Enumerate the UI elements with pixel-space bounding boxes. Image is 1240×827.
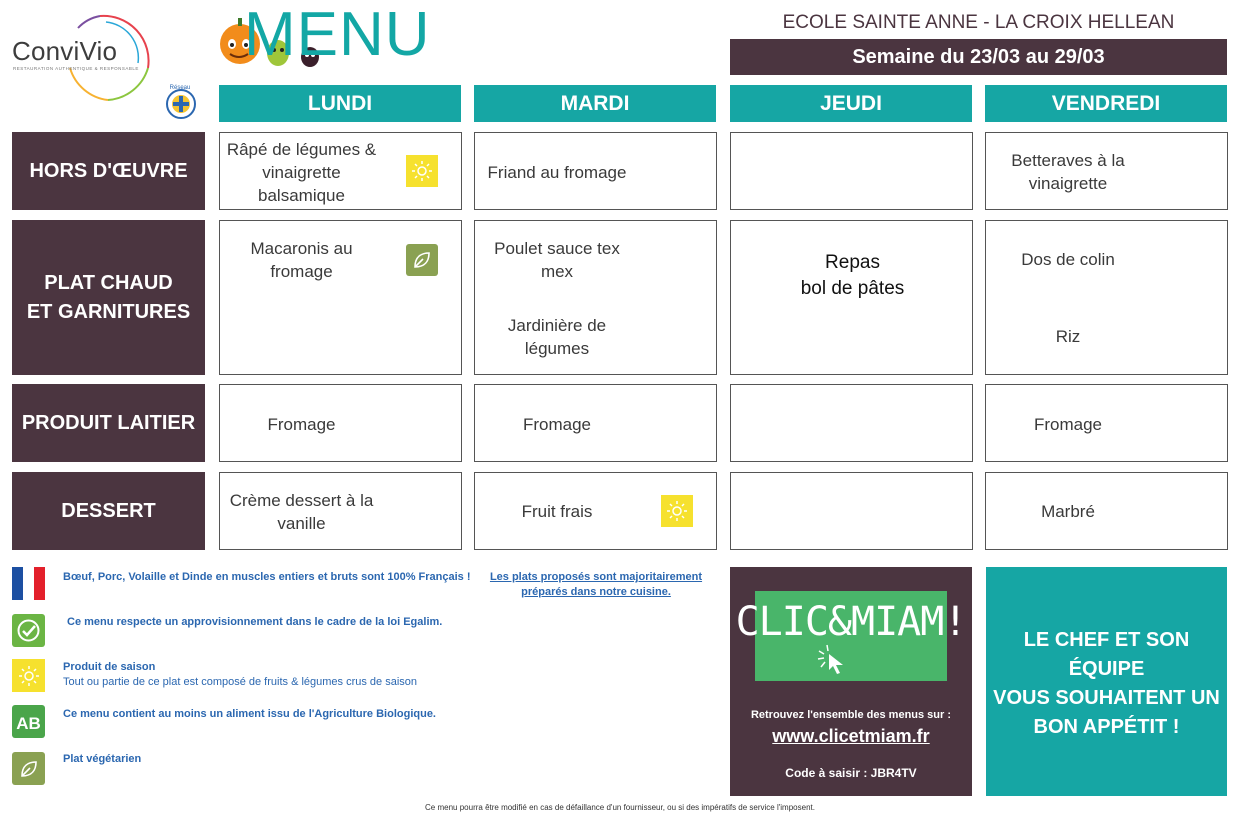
dish-text: Marbré bbox=[1041, 502, 1095, 521]
brand-tagline: RESTAURATION AUTHENTIQUE & RESPONSABLE bbox=[13, 66, 139, 71]
dish-line: légumes bbox=[524, 339, 590, 358]
dish-text: Fruit frais bbox=[521, 502, 593, 521]
legend-saison-desc: Tout ou partie de ce plat est composé de fruits & légumes crus de saison bbox=[63, 676, 418, 688]
legend-bio: Ce menu contient au moins un aliment issu de l'Agriculture Biologique. bbox=[63, 708, 436, 720]
legend-france: Bœuf, Porc, Volaille et Dinde en muscles entiers et bruts sont 100% Français ! bbox=[63, 571, 471, 583]
reseau-label: Réseau bbox=[169, 85, 191, 91]
clic-url-link[interactable]: www.clicetmiam.fr bbox=[772, 726, 930, 746]
reseau-badge bbox=[160, 82, 200, 120]
row-label-plat-chaud bbox=[12, 220, 205, 375]
seasonal-sun-icon bbox=[661, 495, 693, 527]
menu-title: MENU bbox=[244, 0, 431, 69]
school-name: ECOLE SAINTE ANNE - LA CROIX HELLEAN bbox=[782, 12, 1175, 33]
footer-disclaimer: Ce menu pourra être modifié en cas de défaillance d'un fournisseur, ou si des impératifs de service l'imposent. bbox=[425, 803, 815, 812]
kitchen-note-line1: Les plats proposés sont majoritairement bbox=[489, 571, 703, 583]
row-label-hors-doeuvre: HORS D'ŒUVRE bbox=[12, 132, 205, 210]
row-label-dessert: DESSERT bbox=[12, 472, 205, 550]
vegetarian-leaf-icon bbox=[406, 244, 438, 276]
dish-line: vinaigrette bbox=[1028, 174, 1108, 193]
dish-line: balsamique bbox=[258, 186, 345, 205]
cell-laitier-vendredi bbox=[985, 384, 1228, 462]
row-label-plat-line1: PLAT CHAUD bbox=[44, 271, 173, 294]
dish-line: Jardinière de bbox=[507, 316, 607, 335]
organic-ab-label: AB bbox=[16, 714, 41, 733]
dish-text bbox=[731, 250, 974, 302]
dish-line: mex bbox=[540, 262, 574, 281]
cursor-click-icon bbox=[815, 643, 849, 680]
chef-line: VOUS SOUHAITENT UN bbox=[993, 686, 1220, 709]
cell-dessert-jeudi bbox=[730, 472, 973, 550]
brand-name: ConviVio bbox=[12, 36, 118, 66]
dish-line: bol de pâtes bbox=[800, 278, 905, 299]
dish-line: fromage bbox=[270, 262, 333, 281]
dish-line: Râpé de légumes & bbox=[226, 140, 377, 159]
kitchen-note[interactable] bbox=[476, 570, 716, 600]
clic-retrouvez: Retrouvez l'ensemble des menus sur : bbox=[750, 709, 952, 721]
seasonal-sun-icon bbox=[406, 155, 438, 187]
dish-text: Fromage bbox=[1033, 415, 1103, 434]
dish-text: Fromage bbox=[267, 415, 336, 434]
organic-ab-icon bbox=[12, 705, 45, 738]
legend-vege: Plat végétarien bbox=[63, 753, 142, 765]
dish-line: Macaronis au bbox=[250, 239, 353, 258]
clicetmiam-logo-text: CLIC&MIAM! bbox=[735, 599, 967, 645]
vegetarian-leaf-icon bbox=[12, 752, 45, 785]
legend-egalim: Ce menu respecte un approvisionnement dans le cadre de la loi Egalim. bbox=[67, 616, 443, 628]
dish-line: Poulet sauce tex bbox=[494, 239, 620, 258]
legend-saison-title: Produit de saison bbox=[63, 661, 156, 673]
chef-line: BON APPÉTIT ! bbox=[1033, 715, 1180, 738]
chef-message bbox=[986, 567, 1227, 796]
day-header-vendredi: VENDREDI bbox=[985, 85, 1227, 122]
seasonal-sun-icon bbox=[12, 659, 45, 692]
side-text: Riz bbox=[1055, 327, 1081, 346]
side-text bbox=[475, 314, 639, 360]
dish-text bbox=[475, 237, 639, 283]
cell-laitier-mardi bbox=[474, 384, 717, 462]
row-label-plat-line2: ET GARNITURES bbox=[26, 300, 191, 323]
cell-hors-vendredi bbox=[985, 132, 1228, 210]
egalim-check-icon bbox=[12, 614, 45, 647]
cell-plat-lundi bbox=[219, 220, 462, 375]
week-banner: Semaine du 23/03 au 29/03 bbox=[730, 39, 1227, 75]
legend-saison bbox=[63, 660, 417, 690]
dish-line: Repas bbox=[825, 252, 880, 273]
cell-dessert-lundi bbox=[219, 472, 462, 550]
day-header-jeudi: JEUDI bbox=[730, 85, 972, 122]
cell-laitier-jeudi bbox=[730, 384, 973, 462]
clicetmiam-logo bbox=[735, 591, 967, 681]
cell-hors-lundi bbox=[219, 132, 462, 210]
kitchen-note-line2: préparés dans notre cuisine. bbox=[521, 586, 671, 598]
dish-text: Dos de colin bbox=[1021, 250, 1115, 269]
cell-plat-mardi bbox=[474, 220, 717, 375]
clic-code: Code à saisir : JBR4TV bbox=[785, 766, 917, 780]
cell-dessert-mardi bbox=[474, 472, 717, 550]
dish-line: Betteraves à la bbox=[1011, 151, 1125, 170]
day-header-lundi: LUNDI bbox=[219, 85, 461, 122]
cell-laitier-lundi bbox=[219, 384, 462, 462]
day-header-mardi: MARDI bbox=[474, 85, 716, 122]
cell-plat-vendredi bbox=[985, 220, 1228, 375]
dish-text bbox=[986, 149, 1150, 195]
cell-dessert-vendredi bbox=[985, 472, 1228, 550]
dish-text: Fromage bbox=[522, 415, 592, 434]
cell-hors-jeudi bbox=[730, 132, 973, 210]
chef-line: LE CHEF ET SON ÉQUIPE bbox=[1023, 628, 1190, 680]
dish-line: Crème dessert à la bbox=[229, 491, 374, 510]
cell-plat-jeudi bbox=[730, 220, 973, 375]
dish-text bbox=[220, 138, 383, 207]
dish-text: Friand au fromage bbox=[487, 163, 627, 182]
dish-line: vanille bbox=[277, 514, 326, 533]
row-label-produit-laitier: PRODUIT LAITIER bbox=[12, 384, 205, 462]
dish-text bbox=[220, 489, 383, 535]
cell-hors-mardi bbox=[474, 132, 717, 210]
dish-text bbox=[220, 237, 383, 283]
dish-line: vinaigrette bbox=[262, 163, 341, 182]
france-flag-icon bbox=[12, 567, 45, 600]
